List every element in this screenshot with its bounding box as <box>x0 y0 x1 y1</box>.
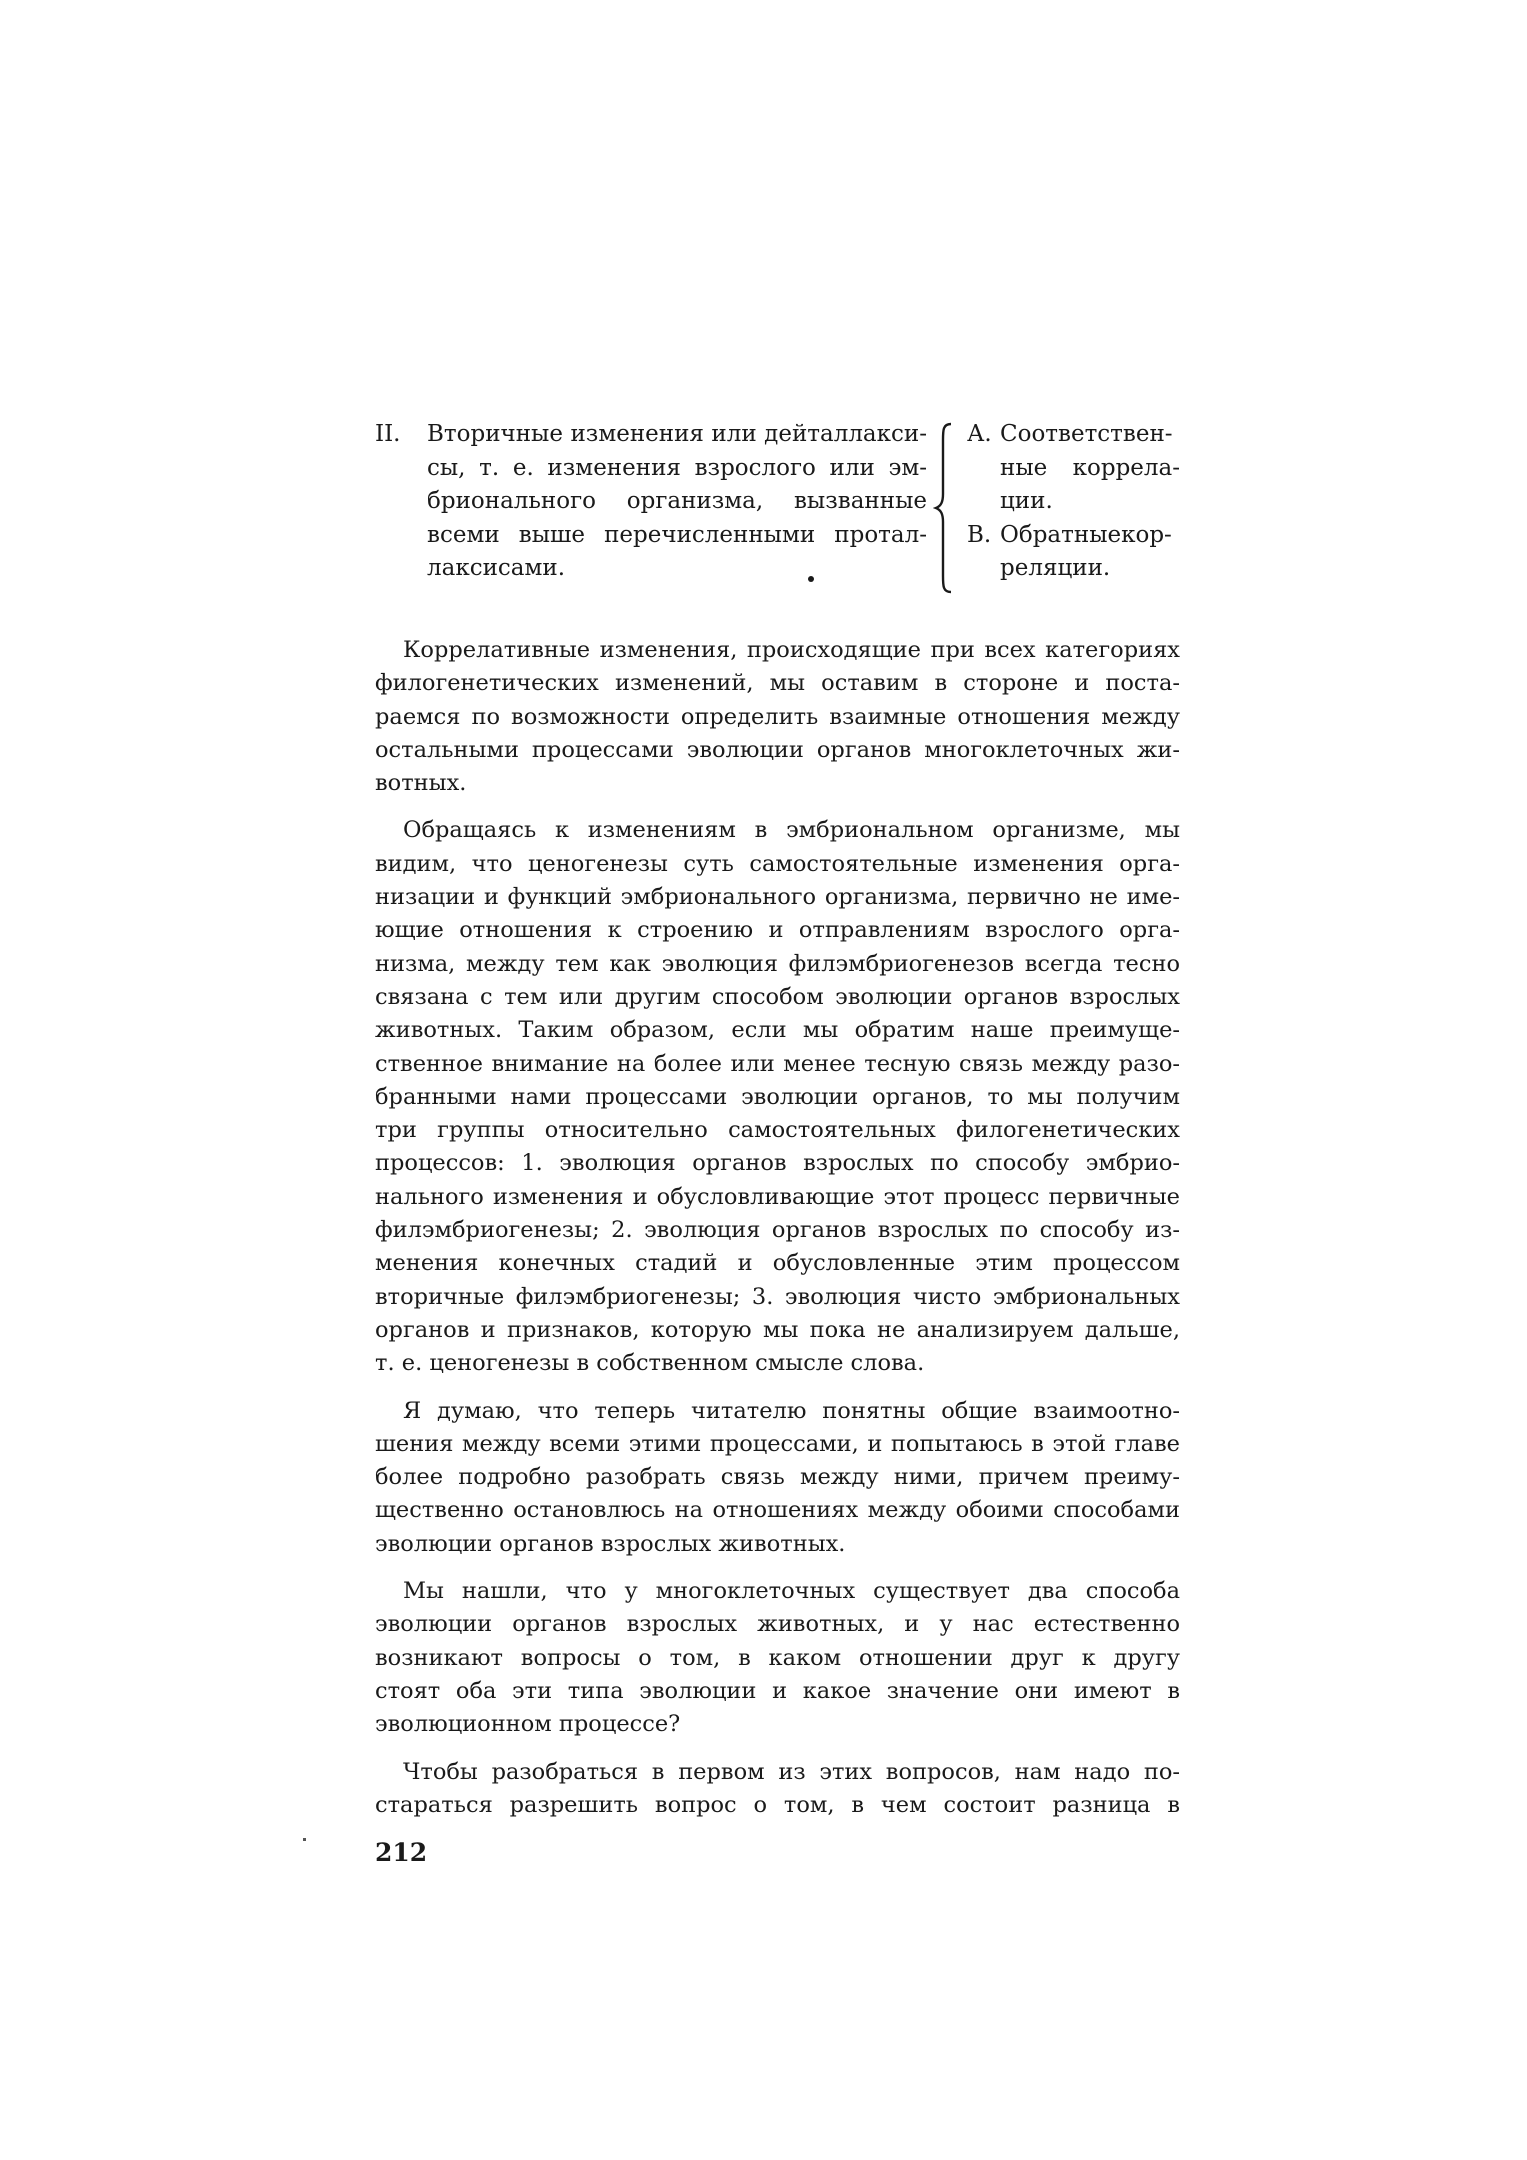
paragraph-line: менения конечных стадий и обусловленные этим процессом <box>375 1250 1180 1277</box>
paragraph-line: низма, между тем как эволюция филэмбриогенезов всегда тесно <box>375 950 1180 977</box>
classification-item-line: ции. <box>1000 488 1053 514</box>
paragraph-line: филэмбриогенезы; 2. эволюция органов взрослых по способу из- <box>375 1217 1180 1244</box>
classification-left <box>375 418 927 586</box>
classification-number: II. <box>375 421 401 447</box>
paragraph-line: раемся по возможности определить взаимные отношения между <box>375 703 1180 730</box>
curly-brace-icon <box>933 422 957 594</box>
paragraph-line: возникают вопросы о том, в каком отношении друг к другу <box>375 1644 1180 1671</box>
classification-item-text <box>1000 418 1180 519</box>
classification-left-text <box>427 418 927 586</box>
paragraph-line: три группы относительно самостоятельных филогенетических <box>375 1117 1180 1144</box>
classification-item-line: Соответствен- <box>1000 421 1173 447</box>
paragraph-line: бранными нами процессами эволюции органов, то мы получим <box>375 1083 1180 1110</box>
scan-speck <box>303 1838 306 1841</box>
paragraph-line: т. е. ценогенезы в собственном смысле слова. <box>375 1350 925 1377</box>
paragraph-line: более подробно разобрать связь между ними, причем преиму- <box>375 1464 1180 1491</box>
paragraph-line: нального изменения и обусловливающие этот процесс первичные <box>375 1183 1180 1210</box>
classification-item-text <box>1000 519 1180 586</box>
stray-dot <box>808 576 814 582</box>
paragraph-line: связана с тем или другим способом эволюции органов взрослых <box>375 983 1180 1010</box>
paragraph <box>375 1756 1180 1823</box>
classification-item-label: А. <box>967 421 992 447</box>
paragraph-line: Чтобы разобраться в первом из этих вопросов, нам надо по- <box>403 1758 1180 1785</box>
paragraph-line: эволюции органов взрослых животных. <box>375 1530 846 1557</box>
classification-line: всеми выше перечисленными протал- <box>427 521 927 548</box>
paragraph-line: органов и признаков, которую мы пока не анализируем дальше, <box>375 1316 1180 1343</box>
classification-item-line: ные коррела- <box>1000 454 1180 481</box>
paragraph-line: животных. Таким образом, если мы обратим наше преимуще- <box>375 1017 1180 1044</box>
classification-line: лаксисами. <box>427 555 566 581</box>
paragraph <box>375 1575 1180 1741</box>
classification-block <box>375 418 1180 598</box>
paragraph-line: остальными процессами эволюции органов многоклеточных жи- <box>375 736 1180 763</box>
paragraph-line: процессов: 1. эволюция органов взрослых по способу эмбрио- <box>375 1150 1180 1177</box>
classification-item-label: В. <box>967 521 992 548</box>
classification-line: Вторичные изменения или дейталлакси- <box>427 421 927 447</box>
page-number: 212 <box>375 1838 428 1868</box>
paragraph-line: эволюции органов взрослых животных, и у нас естественно <box>375 1611 1180 1638</box>
classification-line: сы, т. е. изменения взрослого или эм- <box>427 454 927 481</box>
paragraph-line: ственное внимание на более или менее тесную связь между разо- <box>375 1050 1180 1077</box>
paragraph-line: вотных. <box>375 770 467 797</box>
body-text <box>375 634 1180 1822</box>
paragraph-line: Мы нашли, что у многоклеточных существует два способа <box>403 1578 1180 1605</box>
paragraph-line: Я думаю, что теперь читателю понятны общие взаимоотно- <box>403 1397 1180 1424</box>
classification-right <box>967 418 1180 586</box>
paragraph-line: вторичные филэмбриогенезы; 3. эволюция чисто эмбриональных <box>375 1283 1180 1310</box>
paragraph-line: стоят оба эти типа эволюции и какое значение они имеют в <box>375 1677 1180 1704</box>
paragraph-line: филогенетических изменений, мы оставим в стороне и поста- <box>375 670 1180 697</box>
classification-line: брионального организма, вызванные <box>427 488 927 514</box>
classification-item <box>967 418 1180 519</box>
paragraph-line: шения между всеми этими процессами, и попытаюсь в этой главе <box>375 1430 1180 1457</box>
paragraph-line: эволюционном процессе? <box>375 1711 681 1738</box>
paragraph-line: Коррелативные изменения, происходящие при всех категориях <box>403 637 1180 663</box>
paragraph-line: ющие отношения к строению и отправлениям взрослого орга- <box>375 917 1180 944</box>
book-page <box>375 418 1180 1867</box>
paragraph-line: стараться разрешить вопрос о том, в чем состоит разница в <box>375 1791 1180 1818</box>
classification-item-line: реляции. <box>1000 555 1111 581</box>
paragraph <box>375 634 1180 800</box>
paragraph <box>375 1395 1180 1561</box>
paragraph-line: Обращаясь к изменениям в эмбриональном организме, мы <box>403 817 1180 844</box>
paragraph <box>375 814 1180 1380</box>
classification-item <box>967 519 1180 586</box>
paragraph-line: низации и функций эмбрионального организма, первично не име- <box>375 884 1180 911</box>
classification-item-line: Обратныекор- <box>1000 521 1172 548</box>
paragraph-line: щественно остановлюсь на отношениях между обоими способами <box>375 1497 1180 1524</box>
paragraph-line: видим, что ценогенезы суть самостоятельные изменения орга- <box>375 850 1180 877</box>
